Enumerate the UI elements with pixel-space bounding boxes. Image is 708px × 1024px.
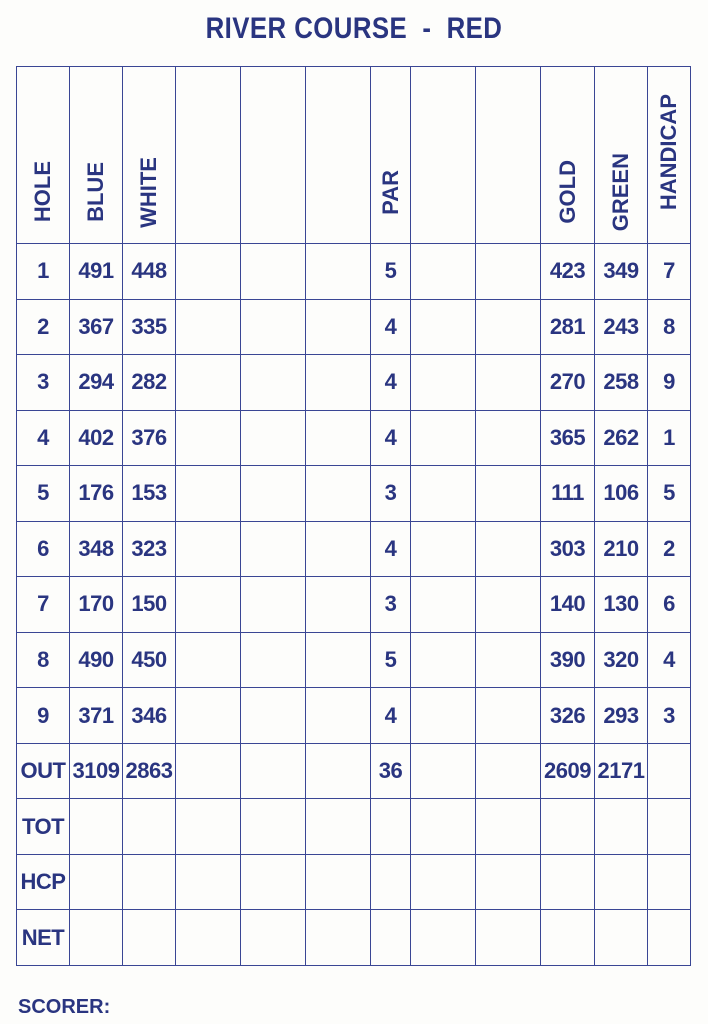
table-cell: 4 xyxy=(371,410,411,466)
table-cell xyxy=(476,244,541,300)
table-cell: OUT xyxy=(17,743,70,799)
column-header-handicap xyxy=(648,67,691,244)
table-cell: 9 xyxy=(17,688,70,744)
table-cell xyxy=(176,743,241,799)
table-cell xyxy=(176,521,241,577)
table-row xyxy=(17,410,691,466)
table-cell: 3109 xyxy=(70,743,123,799)
table-cell xyxy=(306,743,371,799)
table-cell xyxy=(306,244,371,300)
table-cell: 402 xyxy=(70,410,123,466)
table-cell: 281 xyxy=(541,299,595,355)
column-header-blank-8 xyxy=(476,67,541,244)
table-cell xyxy=(411,355,476,411)
table-cell xyxy=(411,466,476,522)
table-cell: 367 xyxy=(70,299,123,355)
table-cell: 1 xyxy=(17,244,70,300)
table-cell xyxy=(241,299,306,355)
table-cell: 349 xyxy=(595,244,648,300)
table-cell xyxy=(476,743,541,799)
table-cell: 346 xyxy=(123,688,176,744)
table-cell: 2 xyxy=(17,299,70,355)
table-row xyxy=(17,632,691,688)
table-cell xyxy=(371,910,411,966)
table-cell xyxy=(241,910,306,966)
column-header-label: PAR xyxy=(377,169,403,215)
table-cell xyxy=(411,632,476,688)
table-cell: 36 xyxy=(371,743,411,799)
table-cell xyxy=(306,799,371,855)
table-cell: 4 xyxy=(371,688,411,744)
table-cell: 282 xyxy=(123,355,176,411)
table-cell: 4 xyxy=(371,521,411,577)
table-cell xyxy=(476,688,541,744)
table-row xyxy=(17,688,691,744)
table-cell: 303 xyxy=(541,521,595,577)
table-cell: 140 xyxy=(541,577,595,633)
column-header-label: BLUE xyxy=(83,162,108,222)
table-cell xyxy=(476,910,541,966)
table-cell: 6 xyxy=(648,577,691,633)
table-cell xyxy=(411,410,476,466)
column-header-green xyxy=(595,67,648,244)
table-cell xyxy=(595,799,648,855)
table-cell xyxy=(70,854,123,910)
table-cell: 5 xyxy=(17,466,70,522)
table-cell: 490 xyxy=(70,632,123,688)
scorer-label: SCORER: xyxy=(18,996,111,1018)
table-cell xyxy=(241,410,306,466)
table-row xyxy=(17,743,691,799)
table-cell xyxy=(241,521,306,577)
table-cell: 3 xyxy=(648,688,691,744)
table-cell xyxy=(241,799,306,855)
table-cell: 7 xyxy=(17,577,70,633)
column-header-hole xyxy=(17,67,70,244)
table-cell xyxy=(541,854,595,910)
table-cell xyxy=(176,854,241,910)
column-header-blank-3 xyxy=(176,67,241,244)
table-cell: 5 xyxy=(371,632,411,688)
table-cell: 262 xyxy=(595,410,648,466)
table-cell xyxy=(595,854,648,910)
table-cell: 4 xyxy=(648,632,691,688)
table-cell xyxy=(70,910,123,966)
table-cell xyxy=(176,410,241,466)
table-cell xyxy=(241,688,306,744)
table-cell: 2863 xyxy=(123,743,176,799)
table-cell xyxy=(123,854,176,910)
column-header-blank-4 xyxy=(241,67,306,244)
table-cell xyxy=(411,299,476,355)
table-row xyxy=(17,244,691,300)
table-cell xyxy=(176,910,241,966)
table-cell xyxy=(123,799,176,855)
table-cell: 8 xyxy=(17,632,70,688)
table-cell: 371 xyxy=(70,688,123,744)
table-cell: 176 xyxy=(70,466,123,522)
table-cell: 448 xyxy=(123,244,176,300)
table-cell: 5 xyxy=(648,466,691,522)
scorecard-title: RIVER COURSE - RED xyxy=(205,12,503,45)
table-cell xyxy=(476,355,541,411)
table-cell xyxy=(306,410,371,466)
table-row xyxy=(17,355,691,411)
table-cell: 2609 xyxy=(541,743,595,799)
table-cell xyxy=(306,632,371,688)
table-cell xyxy=(595,910,648,966)
table-cell: 150 xyxy=(123,577,176,633)
table-cell: TOT xyxy=(17,799,70,855)
table-cell: 423 xyxy=(541,244,595,300)
table-cell: 294 xyxy=(70,355,123,411)
table-cell xyxy=(371,854,411,910)
column-header-blue xyxy=(70,67,123,244)
table-cell xyxy=(176,355,241,411)
table-cell xyxy=(176,632,241,688)
table-cell xyxy=(176,244,241,300)
table-cell: 450 xyxy=(123,632,176,688)
table-cell xyxy=(411,577,476,633)
table-cell xyxy=(476,799,541,855)
table-cell: 9 xyxy=(648,355,691,411)
column-header-label: HOLE xyxy=(30,161,55,223)
table-cell xyxy=(541,910,595,966)
table-cell xyxy=(411,799,476,855)
table-cell: 3 xyxy=(371,577,411,633)
table-cell xyxy=(176,299,241,355)
table-cell xyxy=(176,688,241,744)
column-header-gold xyxy=(541,67,595,244)
table-cell xyxy=(411,910,476,966)
table-cell: 365 xyxy=(541,410,595,466)
table-cell xyxy=(476,632,541,688)
column-header-par xyxy=(371,67,411,244)
column-header-label: GOLD xyxy=(554,160,580,224)
table-cell: 258 xyxy=(595,355,648,411)
table-cell xyxy=(648,910,691,966)
table-cell xyxy=(476,410,541,466)
table-cell: 3 xyxy=(17,355,70,411)
table-cell xyxy=(306,466,371,522)
table-cell xyxy=(241,577,306,633)
table-cell xyxy=(476,466,541,522)
table-row xyxy=(17,910,691,966)
table-cell xyxy=(241,355,306,411)
column-header-blank-7 xyxy=(411,67,476,244)
table-cell xyxy=(70,799,123,855)
column-header-blank-5 xyxy=(306,67,371,244)
table-cell xyxy=(371,799,411,855)
table-cell xyxy=(306,854,371,910)
table-row xyxy=(17,799,691,855)
table-cell: HCP xyxy=(17,854,70,910)
column-header-white xyxy=(123,67,176,244)
table-cell: 3 xyxy=(371,466,411,522)
table-cell: 170 xyxy=(70,577,123,633)
table-cell xyxy=(476,521,541,577)
table-cell: 323 xyxy=(123,521,176,577)
table-cell xyxy=(176,466,241,522)
table-cell: 2 xyxy=(648,521,691,577)
table-cell xyxy=(411,521,476,577)
table-cell xyxy=(648,743,691,799)
table-cell: NET xyxy=(17,910,70,966)
table-cell: 5 xyxy=(371,244,411,300)
table-cell: 2171 xyxy=(595,743,648,799)
table-cell xyxy=(411,743,476,799)
table-cell: 270 xyxy=(541,355,595,411)
table-cell xyxy=(241,466,306,522)
table-cell xyxy=(306,688,371,744)
table-cell xyxy=(306,577,371,633)
table-cell: 348 xyxy=(70,521,123,577)
table-row xyxy=(17,577,691,633)
table-cell: 293 xyxy=(595,688,648,744)
column-header-label: HANDICAP xyxy=(656,93,681,211)
table-cell: 106 xyxy=(595,466,648,522)
table-cell: 7 xyxy=(648,244,691,300)
column-header-label: GREEN xyxy=(608,152,633,232)
table-cell: 210 xyxy=(595,521,648,577)
column-header-label: WHITE xyxy=(136,156,161,228)
table-cell xyxy=(648,854,691,910)
table-cell xyxy=(176,799,241,855)
table-cell xyxy=(306,355,371,411)
table-cell: 111 xyxy=(541,466,595,522)
table-cell xyxy=(241,244,306,300)
scorecard-table xyxy=(16,66,691,966)
table-cell: 4 xyxy=(371,299,411,355)
table-cell xyxy=(123,910,176,966)
table-cell: 376 xyxy=(123,410,176,466)
table-cell: 243 xyxy=(595,299,648,355)
table-cell: 326 xyxy=(541,688,595,744)
header-row xyxy=(17,67,691,244)
table-cell xyxy=(306,910,371,966)
table-cell: 4 xyxy=(371,355,411,411)
table-row xyxy=(17,299,691,355)
table-cell xyxy=(411,244,476,300)
table-cell xyxy=(306,299,371,355)
table-cell xyxy=(176,577,241,633)
table-cell xyxy=(411,688,476,744)
table-cell xyxy=(648,799,691,855)
table-row xyxy=(17,466,691,522)
table-cell: 491 xyxy=(70,244,123,300)
table-cell: 335 xyxy=(123,299,176,355)
table-cell xyxy=(476,577,541,633)
table-cell: 4 xyxy=(17,410,70,466)
table-cell xyxy=(306,521,371,577)
table-row xyxy=(17,521,691,577)
table-cell: 6 xyxy=(17,521,70,577)
table-cell xyxy=(241,854,306,910)
table-row xyxy=(17,854,691,910)
table-cell xyxy=(241,743,306,799)
table-cell xyxy=(411,854,476,910)
table-cell xyxy=(476,854,541,910)
table-cell: 1 xyxy=(648,410,691,466)
table-cell: 153 xyxy=(123,466,176,522)
table-cell xyxy=(541,799,595,855)
table-cell xyxy=(476,299,541,355)
table-cell: 390 xyxy=(541,632,595,688)
table-cell: 8 xyxy=(648,299,691,355)
table-cell: 130 xyxy=(595,577,648,633)
table-cell: 320 xyxy=(595,632,648,688)
table-cell xyxy=(241,632,306,688)
